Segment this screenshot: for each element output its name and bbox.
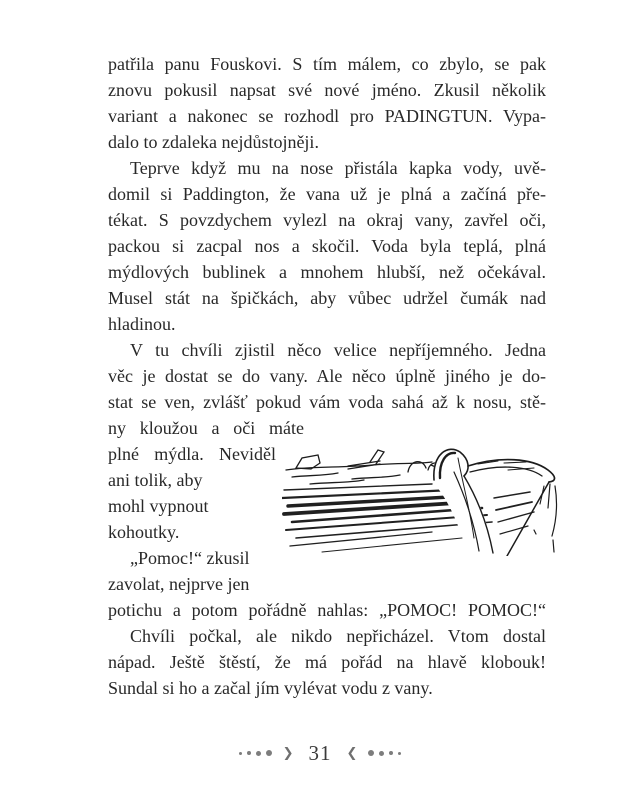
text-line: ani tolik, aby <box>108 470 203 490</box>
bathtub-illustration <box>282 438 560 556</box>
ornament-dot <box>266 750 272 756</box>
text-line: nápad. Ještě štěstí, že má pořád na hlavě klobouk! <box>108 652 546 672</box>
ornament-dot <box>247 751 251 755</box>
text-line: znovu pokusil napsat své nové jméno. Zkusil několik <box>108 80 546 100</box>
ornament-dot <box>256 751 261 756</box>
text-line: dalo to zdaleka nejdůstojněji. <box>108 132 319 152</box>
text-line: plné mýdla. Neviděl <box>108 444 276 464</box>
text-line: domil si Paddington, že vana už je plná a začíná pře- <box>108 184 546 204</box>
ornament-dot <box>379 751 384 756</box>
text-line: mýdlových bublinek a mnohem hlubší, než očekával. <box>108 262 546 282</box>
text-line: Musel stát na špičkách, aby vůbec udržel čumák nad <box>108 288 546 308</box>
text-line: stat se ven, zvlášť pokud vám voda sahá až k nosu, stě- <box>108 392 546 412</box>
page-text <box>108 51 546 701</box>
text-line: zavolat, nejprve jen <box>108 574 250 594</box>
text-line: věc je dostat se do vany. Ale něco úplně jiného je do- <box>108 366 546 386</box>
ornament-dot <box>368 750 374 756</box>
ornament-dots-right <box>368 750 401 756</box>
text-line: Teprve když mu na nose přistála kapka vody, uvě- <box>130 158 546 178</box>
text-line: „Pomoc!“ zkusil <box>130 548 250 568</box>
ornament-dots-left <box>239 750 272 756</box>
page-footer <box>0 738 640 768</box>
text-line: potichu a potom pořádně nahlas: „POMOC! POMOC!“ <box>108 600 546 620</box>
text-line: Sundal si ho a začal jím vylévat vodu z vany. <box>108 678 433 698</box>
text-line: mohl vypnout <box>108 496 209 516</box>
text-line: patřila panu Fouskovi. S tím málem, co zbylo, se pak <box>108 54 546 74</box>
text-line: variant a nakonec se rozhodl pro PADINGTUN. Vypa- <box>108 106 546 126</box>
ornament-dot <box>239 752 242 755</box>
chevron-right-icon: ❯ <box>282 745 294 761</box>
text-line: hladinou. <box>108 314 176 334</box>
text-line: tékat. S povzdychem vylezl na okraj vany, zavřel oči, <box>108 210 546 230</box>
text-line: Chvíli počkal, ale nikdo nepřicházel. Vtom dostal <box>130 626 546 646</box>
page-number: 31 <box>308 740 332 765</box>
ornament-dot <box>398 752 401 755</box>
text-line: packou si zacpal nos a skočil. Voda byla teplá, plná <box>108 236 546 256</box>
text-line: kohoutky. <box>108 522 180 542</box>
text-line: V tu chvíli zjistil něco velice nepříjemného. Jedna <box>130 340 546 360</box>
ornament-dot <box>389 751 393 755</box>
text-line: ny kloužou a oči máte <box>108 418 304 438</box>
chevron-left-icon: ❮ <box>346 745 358 761</box>
